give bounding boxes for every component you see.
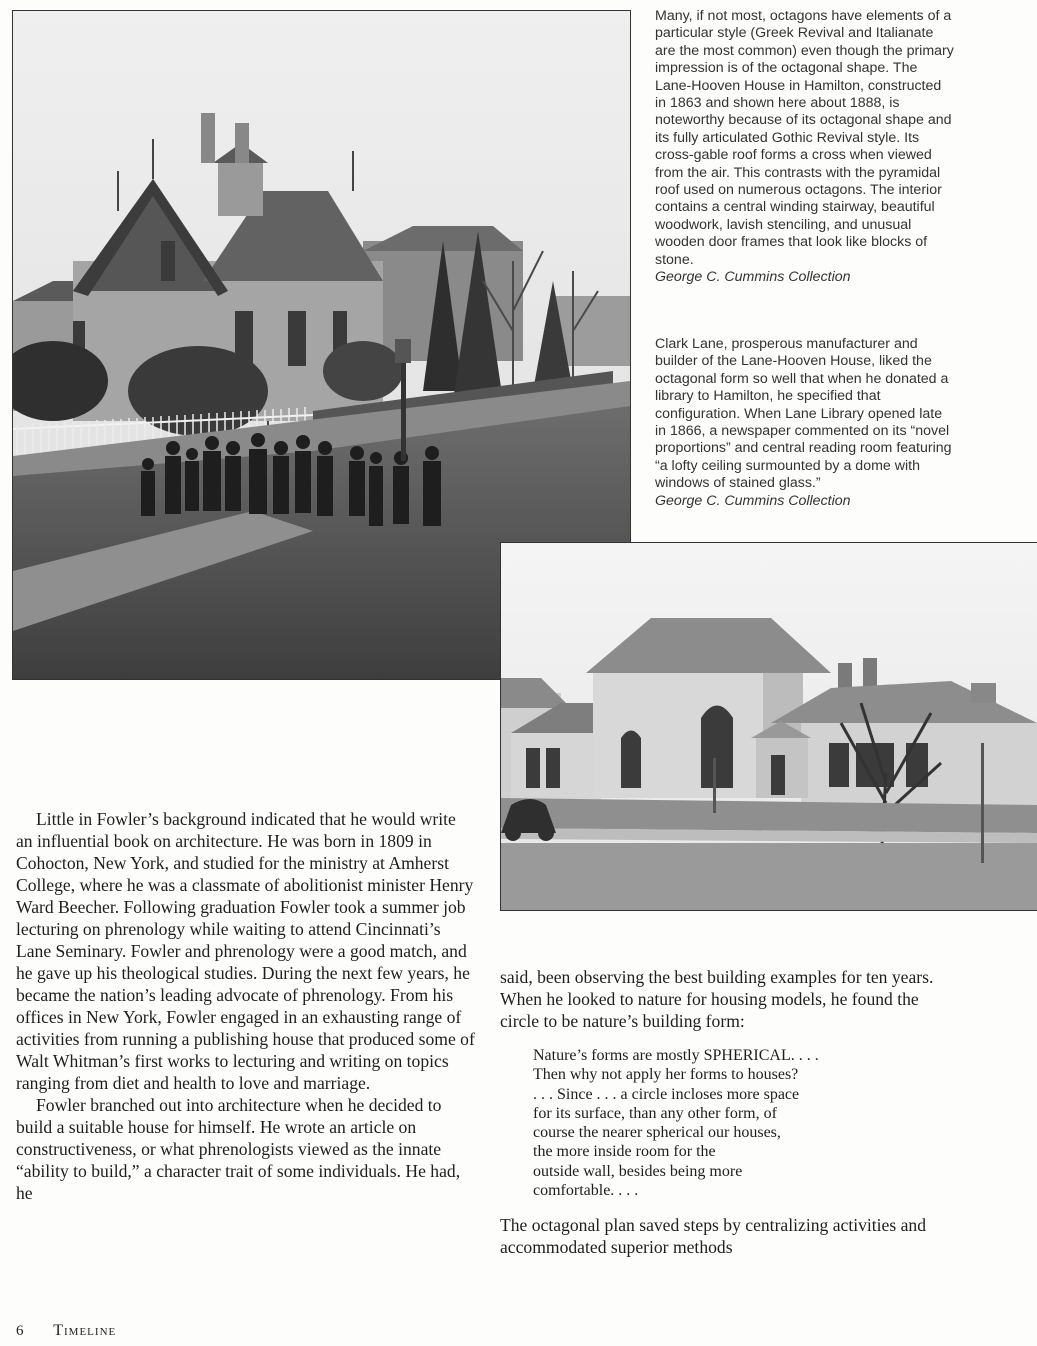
- article-column-left: [16, 808, 476, 1204]
- photo-credit: George C. Cummins Collection: [655, 269, 851, 286]
- caption-text: Many, if not most, octagons have elements of a particular style (Greek Revival and Italianate are the most common) even though the primary impression is of the octagonal shape. The Lane-Hooven House in Hamilton, constructed in 1863 and shown here about 1888, is noteworthy because of its octagonal shape and its fully articulated Gothic Revival style. Its cross-gable roof forms a cross when viewed from the air. This contrasts with the pyramidal roof used on numerous octagons. The interior contains a central winding stairway, beautiful woodwork, lavish stenciling, and unusual wooden door frames that look like blocks of stone.: [655, 8, 954, 268]
- photo-credit: George C. Cummins Collection: [655, 492, 851, 509]
- magazine-name: Timeline: [53, 1322, 117, 1339]
- caption-text: Clark Lane, prosperous manufacturer and builder of the Lane-Hooven House, liked the octagonal form so well that when he donated a library to Hamilton, he specified that configuration. When Lane Library opened late in 1866, a newspaper commented on its “novel proportions” and central reading room featuring “a lofty ceiling surmounted by a dome with windows of stained glass.”: [655, 336, 952, 492]
- block-quote: [533, 1046, 950, 1200]
- quote-line: Then why not apply her forms to houses?: [533, 1066, 799, 1084]
- article-column-right: [500, 966, 950, 1258]
- lane-library-caption: [655, 336, 955, 510]
- body-paragraph: Fowler branched out into architecture when he decided to build a suitable house for himself. He wrote an article on constructiveness, or what phrenologists viewed as the innate “ability to build,” a character trait of some individuals. He had, he: [16, 1095, 461, 1203]
- body-paragraph: Little in Fowler’s background indicated that he would write an influential book on architecture. He was born in 1809 in Cohocton, New York, and studied for the ministry at Amherst College, where he was a classmate of abolitionist minister Henry Ward Beecher. Following graduation Fowler took a summer job lecturing on phrenology while waiting to attend Cincinnati’s Lane Seminary. Fowler and phrenology were a good match, and he gave up his theological studies. During the next few years, he became the nation’s leading advocate of phrenology. From his offices in New York, Fowler engaged in an exhausting range of activities from running a publishing house that produced some of Walt Whitman’s first works to lecturing and writing on topics ranging from diet and health to love and marriage.: [16, 809, 475, 1093]
- page-footer: [16, 1322, 116, 1340]
- body-paragraph: said, been observing the best building examples for ten years. When he looked to nature for housing models, he found the circle to be nature’s building form:: [500, 967, 934, 1031]
- quote-line: for its surface, than any other form, of: [533, 1104, 777, 1122]
- quote-line: the more inside room for the: [533, 1143, 716, 1161]
- quote-line: outside wall, besides being more: [533, 1162, 743, 1180]
- page-number: 6: [16, 1323, 24, 1339]
- quote-line: . . . Since . . . a circle incloses more space: [533, 1085, 800, 1103]
- quote-line: comfortable. . . .: [533, 1182, 639, 1200]
- body-paragraph: The octagonal plan saved steps by centralizing activities and accommodated superior methods: [500, 1215, 927, 1258]
- lane-library-photo: [500, 542, 1037, 911]
- quote-line: Nature’s forms are mostly SPHERICAL. . . .: [533, 1047, 819, 1064]
- lane-hooven-house-caption: [655, 8, 955, 287]
- quote-line: course the nearer spherical our houses,: [533, 1124, 781, 1142]
